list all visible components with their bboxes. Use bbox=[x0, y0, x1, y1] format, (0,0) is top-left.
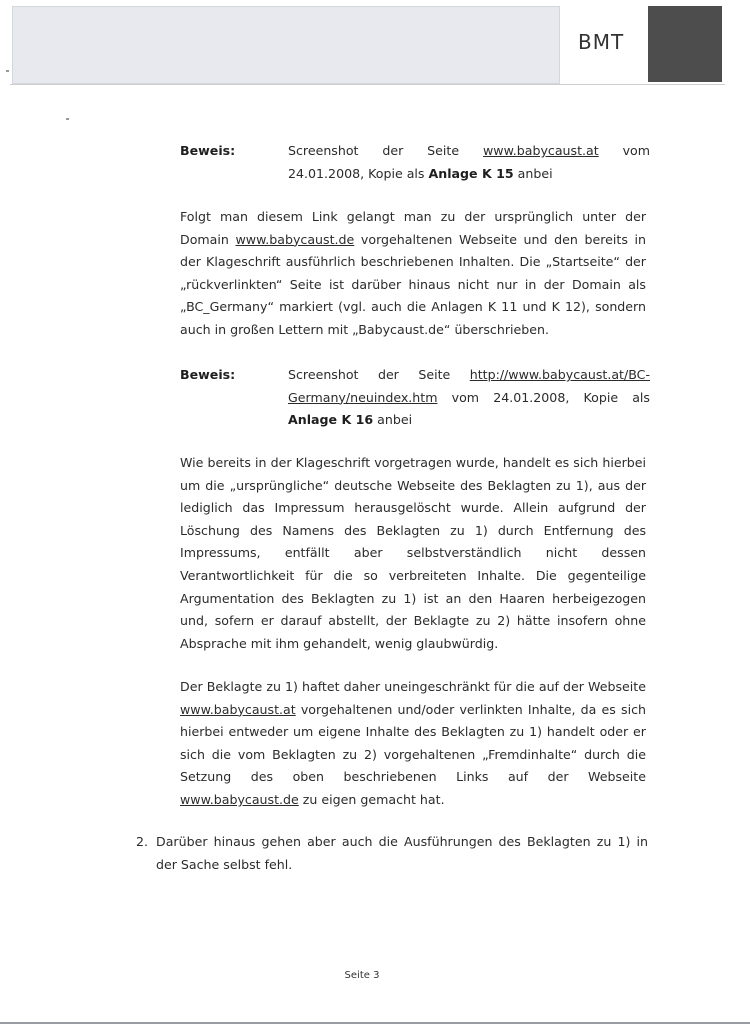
link-babycaust-de[interactable]: www.babycaust.de bbox=[180, 791, 299, 807]
evidence-text bbox=[288, 364, 650, 432]
page-number: Seite 3 bbox=[344, 970, 380, 981]
evidence-label: Beweis: bbox=[180, 143, 236, 158]
paragraph-text: zu eigen gemacht hat. bbox=[298, 791, 445, 807]
evidence-text bbox=[288, 140, 650, 185]
header-band bbox=[12, 6, 560, 84]
evidence-label: Beweis: bbox=[180, 367, 236, 382]
evidence-text-part: Screenshot der Seite bbox=[288, 367, 470, 382]
header-rule bbox=[10, 84, 725, 85]
brand-label: BMT bbox=[578, 30, 625, 54]
item-text: Darüber hinaus gehen aber auch die Ausführungen des Beklagten zu 1) in der Sache selbst fehl. bbox=[156, 834, 648, 872]
evidence-text-part: Screenshot der Seite bbox=[288, 143, 483, 158]
paragraph-2: Wie bereits in der Klageschrift vorgetragen wurde, handelt es sich hierbei um die „ursprüngliche“ deutsche Webseite des Beklagten zu 1), aus der lediglich das Impressum herausgelöscht wurde. Allein aufgrund der Löschung des Namens des Beklagten zu 1) durch Entfernung des Impressums, entfällt aber selbstverständlich nicht dessen Verantwortlichkeit für die so verbreiteten Inhalte. Die gegenteilige Argumentation des Beklagten zu 1) ist an den Haaren herbeigezogen und, sofern er darauf abstellt, der Beklagte zu 2) hätte insofern ohne Absprache mit ihm gehandelt, wenig glaubwürdig. bbox=[180, 455, 646, 651]
paragraph-text: Der Beklagte zu 1) haftet daher uneingeschränkt für die auf der Webseite bbox=[180, 679, 646, 694]
annex-reference: Anlage K 16 bbox=[288, 412, 374, 428]
evidence-text-part: anbei bbox=[373, 412, 413, 428]
evidence-text-part: vom bbox=[598, 143, 650, 158]
logo-block bbox=[648, 6, 722, 82]
evidence-text-part: vom 24.01.2008, Kopie als bbox=[437, 389, 650, 405]
link-neuindex[interactable]: http://www.babycaust.at/BC-Germany/neuindex.htm bbox=[288, 367, 650, 405]
annex-reference: Anlage K 15 bbox=[428, 165, 514, 181]
evidence-text-part: anbei bbox=[513, 165, 553, 181]
evidence-text-part: 24.01.2008, Kopie als bbox=[288, 165, 429, 181]
scan-speck bbox=[6, 70, 9, 72]
scan-speck bbox=[66, 118, 69, 120]
paragraph-text: Folgt man diesem Link gelangt man zu der ursprünglich unter der Domain bbox=[180, 209, 646, 247]
paragraph-3 bbox=[180, 676, 646, 812]
link-babycaust-de[interactable]: www.babycaust.de bbox=[235, 231, 355, 247]
paragraph-text: vorgehaltenen Webseite und den bereits in der Klageschrift ausführlich beschriebenen Inhalten. Die „Startseite“ der „rückverlinkten“ Seite ist darüber hinaus nicht nur in der Domain als „BC_Germany“ markiert (vgl. auch die Anlagen K 11 und K 12), sondern auch in großen Lettern mit „Babycaust.de“ überschrieben. bbox=[180, 231, 646, 337]
paragraph-text: vorgehaltenen und/oder verlinkten Inhalte, da es sich hierbei entweder um eigene Inhalte des Beklagten zu 1) handelt oder er sich die vom Beklagten zu 2) vorgehaltenen „Fremdinhalte“ durch die Setzung des oben beschriebenen Links auf der Webseite bbox=[180, 701, 646, 785]
link-babycaust-at[interactable]: www.babycaust.at bbox=[180, 701, 296, 717]
paragraph-1 bbox=[180, 206, 646, 342]
item-number: 2. bbox=[136, 834, 149, 849]
link-babycaust-at[interactable]: www.babycaust.at bbox=[483, 143, 599, 158]
bottom-rule bbox=[0, 1022, 750, 1024]
